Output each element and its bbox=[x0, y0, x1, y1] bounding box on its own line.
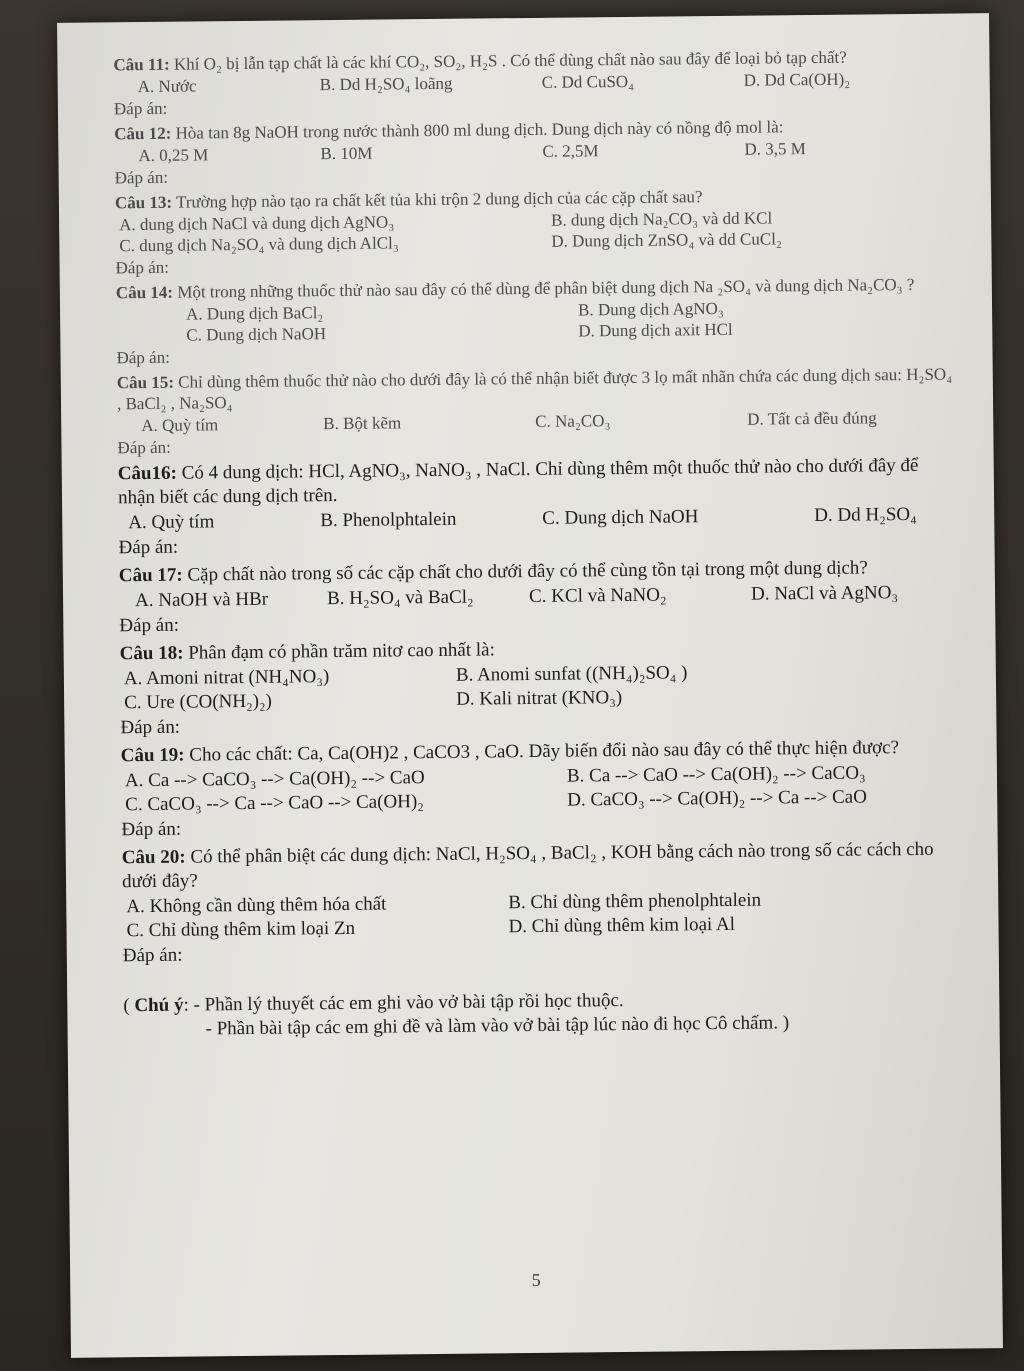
option-d: D. 3,5 M bbox=[744, 139, 806, 159]
question-number: Câu 20: bbox=[121, 846, 186, 869]
question-19 bbox=[121, 736, 958, 843]
answer-label: Đáp án: bbox=[122, 944, 183, 967]
question-number: Câu 11: bbox=[113, 54, 170, 75]
question-number: Câu 17: bbox=[118, 564, 183, 587]
question-number: Câu 15: bbox=[116, 372, 175, 393]
question-18 bbox=[120, 634, 957, 741]
question-number: Câu 18: bbox=[119, 642, 184, 665]
page-number: 5 bbox=[531, 1269, 541, 1291]
option-d: D. Dd H₂SO₄ bbox=[814, 503, 917, 527]
question-15 bbox=[117, 364, 954, 459]
option-b: B. Ca --> CaO --> Ca(OH)₂ --> CaCO₃ bbox=[566, 762, 866, 787]
options bbox=[116, 296, 952, 347]
options bbox=[120, 659, 956, 716]
option-d: D. Dd Ca(OH)₂ bbox=[743, 69, 851, 90]
option-c: C. Dung dịch NaOH bbox=[542, 506, 699, 529]
question-text: Có 4 dung dịch: HCl, AgNO₃, NaNO₃ , NaCl. Chỉ dùng thêm một thuốc thử nào cho dưới đây để nhận biết các dung dịch trên. bbox=[117, 454, 919, 509]
option-b: B. Bột kẽm bbox=[323, 413, 402, 434]
option-a: A. Ca --> CaCO₃ --> Ca(OH)₂ --> CaO bbox=[124, 767, 425, 792]
question-number: Câu 13: bbox=[114, 192, 173, 213]
answer-label: Đáp án: bbox=[115, 257, 170, 278]
option-d: D. Kali nitrat (KNO₃) bbox=[456, 687, 623, 710]
answer-label: Đáp án: bbox=[118, 536, 179, 559]
question-17 bbox=[119, 556, 956, 639]
answer-label: Đáp án: bbox=[117, 437, 171, 458]
option-a: A. Dung dịch BaCl₂ bbox=[185, 303, 324, 324]
question-number: Câu16: bbox=[117, 462, 177, 485]
option-b: B. Dd H₂SO₄ loãng bbox=[319, 73, 453, 95]
question-11 bbox=[113, 46, 950, 120]
option-c: C. Dd CuSO₄ bbox=[541, 71, 635, 92]
answer-label: Đáp án: bbox=[121, 818, 182, 841]
options bbox=[121, 761, 957, 818]
note-line-2: - Phần bài tập các em ghi đề và làm vào vở bài tập lúc nào đi học Cô chấm. ) bbox=[205, 1012, 790, 1040]
option-c: C. Ure (CO(NH₂)₂) bbox=[124, 690, 273, 714]
note-line-1-text: : - Phần lý thuyết các em ghi vào vở bài tập rồi học thuộc. bbox=[183, 990, 624, 1016]
question-text: Khí O₂ bị lẫn tạp chất là các khí CO₂, SO₂, H₂S . Có thể dùng chất nào sau đây để loại bỏ tạp chất? bbox=[173, 47, 847, 74]
option-d: D. Chỉ dùng thêm kim loại Al bbox=[508, 913, 736, 938]
answer-label: Đáp án: bbox=[119, 614, 180, 637]
option-d: D. NaCl và AgNO₃ bbox=[750, 582, 899, 605]
option-d: D. CaCO₃ --> Ca(OH)₂ --> Ca --> CaO bbox=[567, 786, 868, 811]
option-b: B. Anomi sunfat ((NH₄)₂SO₄ ) bbox=[455, 662, 688, 686]
option-b: B. 10M bbox=[320, 143, 373, 164]
option-d: D. Dung dịch axit HCl bbox=[578, 319, 733, 341]
option-d: D. Dung dịch ZnSO₄ và dd CuCl₂ bbox=[551, 229, 782, 251]
option-b: B. Phenolphtalein bbox=[320, 508, 457, 532]
question-number: Câu 19: bbox=[120, 744, 185, 767]
question-12 bbox=[114, 115, 951, 189]
note-block bbox=[123, 986, 959, 1043]
option-c: C. Na₂CO₃ bbox=[535, 411, 611, 431]
question-text: Trường hợp nào tạo ra chất kết tủa khi trộn 2 dung dịch của các cặp chất sau? bbox=[175, 187, 703, 212]
question-text: Hòa tan 8g NaOH trong nước thành 800 ml dung dịch. Dung dịch này có nồng độ mol là: bbox=[175, 117, 784, 143]
option-b: B. H₂SO₄ và BaCl₂ bbox=[326, 586, 474, 610]
question-13 bbox=[115, 184, 952, 279]
option-b: B. Chỉ dùng thêm phenolphtalein bbox=[508, 889, 762, 914]
option-a: A. 0,25 M bbox=[138, 145, 209, 166]
option-c: C. Chỉ dùng thêm kim loại Zn bbox=[126, 917, 356, 942]
option-d: D. Tất cả đều đúng bbox=[747, 408, 877, 429]
option-a: A. Quỳ tím bbox=[141, 415, 219, 436]
answer-label: Đáp án: bbox=[116, 347, 170, 368]
question-number: Câu 12: bbox=[114, 123, 172, 144]
option-a: A. NaOH và HBr bbox=[134, 588, 269, 612]
question-text: Một trong những thuốc thử nào sau đây có thể dùng để phân biệt dung dịch Na ₂SO₄ và dung dịch Na₂CO₃ ? bbox=[177, 274, 915, 302]
option-b: B. dung dịch Na₂CO₃ và dd KCl bbox=[551, 208, 773, 230]
question-number: Câu 14: bbox=[115, 282, 174, 303]
question-16 bbox=[118, 454, 955, 561]
option-c: C. CaCO₃ --> Ca --> CaO --> Ca(OH)₂ bbox=[125, 791, 424, 816]
note-open: ( bbox=[123, 995, 135, 1017]
option-c: C. dung dịch Na₂SO₄ và dung dịch AlCl₃ bbox=[119, 233, 399, 256]
option-a: A. Không cần dùng thêm hóa chất bbox=[126, 893, 387, 918]
answer-label: Đáp án: bbox=[114, 167, 169, 188]
option-a: A. Nước bbox=[137, 76, 197, 97]
option-c: C. Dung dịch NaOH bbox=[186, 324, 327, 345]
option-a: A. Quỳ tím bbox=[128, 511, 215, 534]
paper-sheet bbox=[57, 13, 1003, 1358]
question-text: Chỉ dùng thêm thuốc thử nào cho dưới đây là có thể nhận biết được 3 lọ mất nhãn chứa các dung dịch sau: H₂SO₄ , BaCl₂ , Na₂SO₄ bbox=[116, 364, 953, 414]
document-content bbox=[113, 46, 959, 1043]
note-label: Chú ý bbox=[134, 994, 184, 1017]
question-14 bbox=[116, 274, 953, 369]
option-a: A. dung dịch NaCl và dung dịch AgNO₃ bbox=[119, 212, 395, 235]
option-c: C. 2,5M bbox=[542, 141, 599, 161]
question-text: Phân đạm có phần trăm nitơ cao nhất là: bbox=[188, 639, 495, 664]
question-20 bbox=[122, 838, 959, 969]
answer-label: Đáp án: bbox=[113, 98, 168, 119]
question-text: Cặp chất nào trong số các cặp chất cho dưới đây có thể cùng tồn tại trong một dung dịch? bbox=[187, 557, 868, 586]
option-b: B. Dung dịch AgNO₃ bbox=[577, 298, 724, 320]
question-text: Cho các chất: Ca, Ca(OH)2 , CaCO3 , CaO. Dãy biến đổi nào sau đây có thể thực hiện được? bbox=[189, 737, 900, 766]
question-text: Có thể phân biệt các dung dịch: NaCl, H₂SO₄ , BaCl₂ , KOH bằng cách nào trong số các cách cho dưới đây? bbox=[121, 838, 934, 893]
answer-label: Đáp án: bbox=[120, 716, 181, 739]
options bbox=[115, 206, 951, 257]
options bbox=[122, 887, 958, 944]
option-c: C. KCl và NaNO₂ bbox=[528, 584, 667, 608]
option-a: A. Amoni nitrat (NH₄NO₃) bbox=[123, 666, 330, 690]
